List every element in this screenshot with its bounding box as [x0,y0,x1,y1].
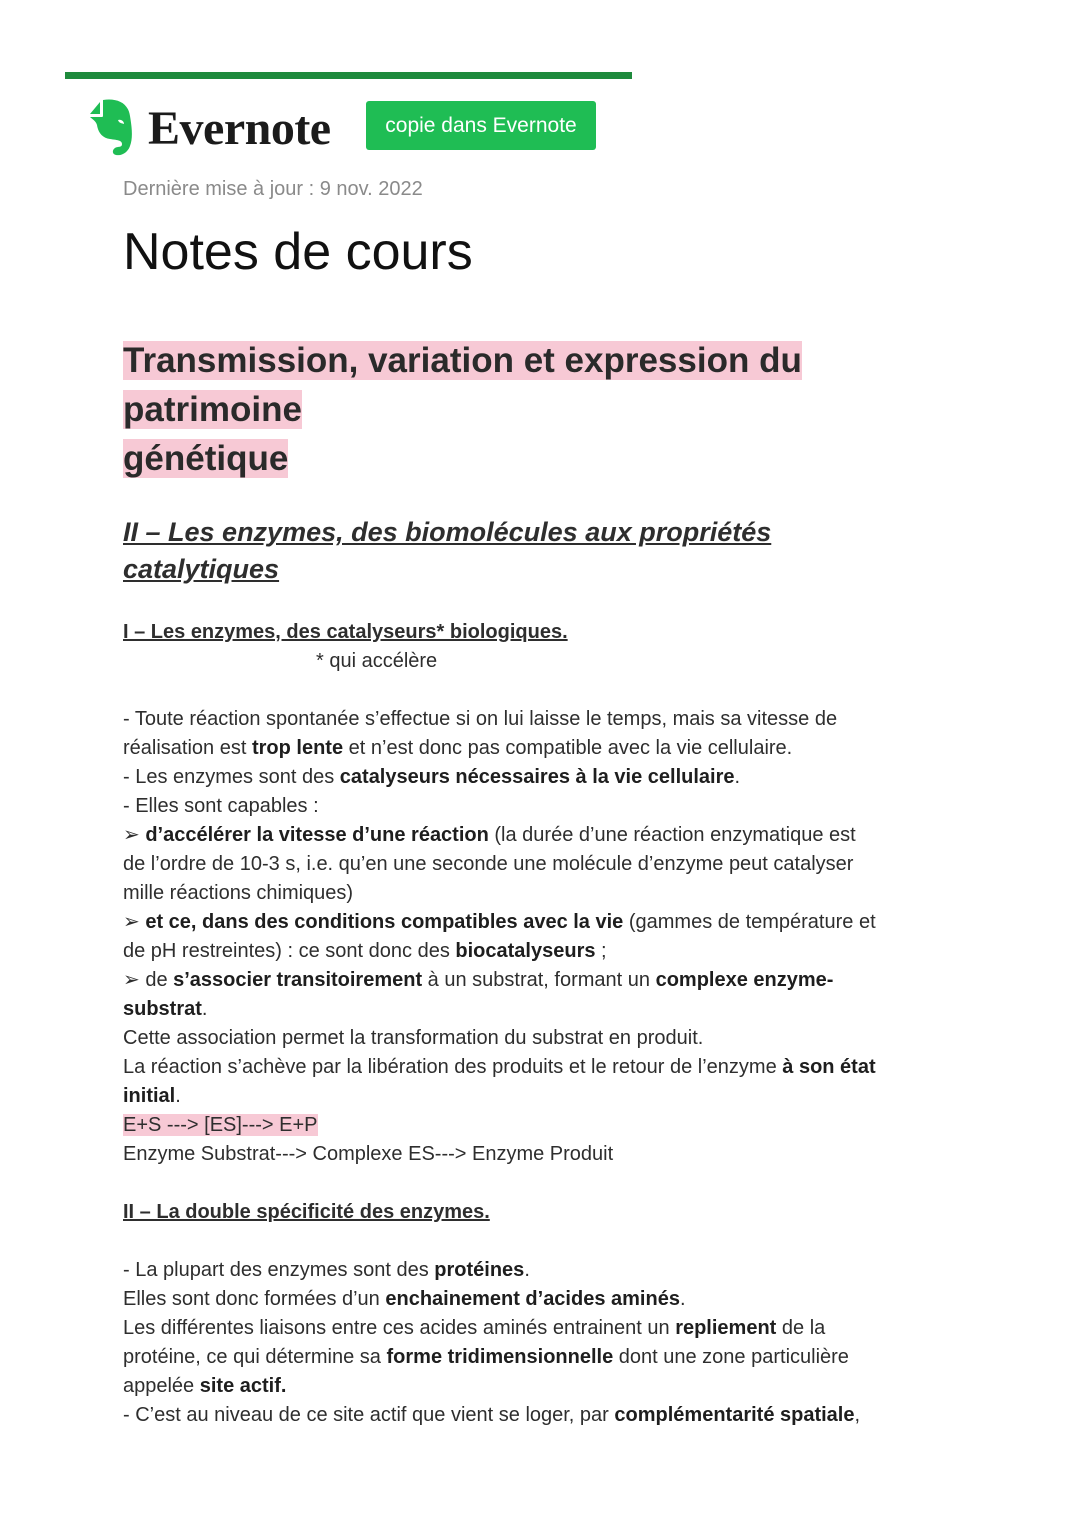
footnote: * qui accélère [316,650,438,672]
paragraph: La réaction s’achève par la libération des produits et le retour de l’enzyme à son état initial. [123,1056,876,1107]
evernote-elephant-icon [86,98,138,158]
theme-heading: Transmission, variation et expression du patrimoine génétique [123,341,802,478]
chapter-heading: II – Les enzymes, des biomolécules aux propriétés catalytiques [123,517,772,584]
note-title: Notes de cours [123,223,473,281]
brand-logo [86,98,331,158]
paragraph: Cette association permet la transformation du substrat en produit. [123,1027,704,1049]
paragraph: - La plupart des enzymes sont des protéines. [123,1259,530,1281]
paragraph: Elles sont donc formées d’un enchainement d’acides aminés. [123,1288,686,1310]
equation-words: Enzyme Substrat---> Complexe ES---> Enzyme Produit [123,1143,614,1165]
equation: E+S ---> [ES]---> E+P [123,1114,318,1136]
section-heading-2: II – La double spécificité des enzymes. [123,1201,490,1223]
bullet-item: ➢ de s’associer transitoirement à un substrat, formant un complexe enzyme- substrat. [123,969,834,1020]
paragraph: - C’est au niveau de ce site actif que vient se loger, par complémentarité spatiale, [123,1404,861,1426]
note-body [123,336,963,1426]
paragraph: - Elles sont capables : [123,795,319,817]
section-heading-1: I – Les enzymes, des catalyseurs* biologiques. [123,621,568,643]
paragraph: Les différentes liaisons entre ces acides aminés entrainent un repliement de la protéine, ce qui détermine sa forme tridimensionnelle dont une zone particulière appelée site actif. [123,1317,849,1397]
bullet-item: ➢ d’accélérer la vitesse d’une réaction (la durée d’une réaction enzymatique est de l’ordre de 10-3 s, i.e. qu’en une seconde une molécule d’enzyme peut catalyser mille réactions chimiques) [123,824,856,904]
top-accent-bar [65,72,632,79]
brand-name: Evernote [148,101,331,155]
paragraph: - Les enzymes sont des catalyseurs nécessaires à la vie cellulaire. [123,766,741,788]
last-updated: Dernière mise à jour : 9 nov. 2022 [123,178,423,200]
paragraph: - Toute réaction spontanée s’effectue si on lui laisse le temps, mais sa vitesse de réalisation est trop lente et n’est donc pas compatible avec la vie cellulaire. [123,708,838,759]
bullet-item: ➢ et ce, dans des conditions compatibles avec la vie (gammes de température et de pH restreintes) : ce sont donc des biocatalyseurs ; [123,911,876,962]
cut-off-line [123,1430,963,1440]
copy-to-evernote-button[interactable]: copie dans Evernote [366,101,596,150]
